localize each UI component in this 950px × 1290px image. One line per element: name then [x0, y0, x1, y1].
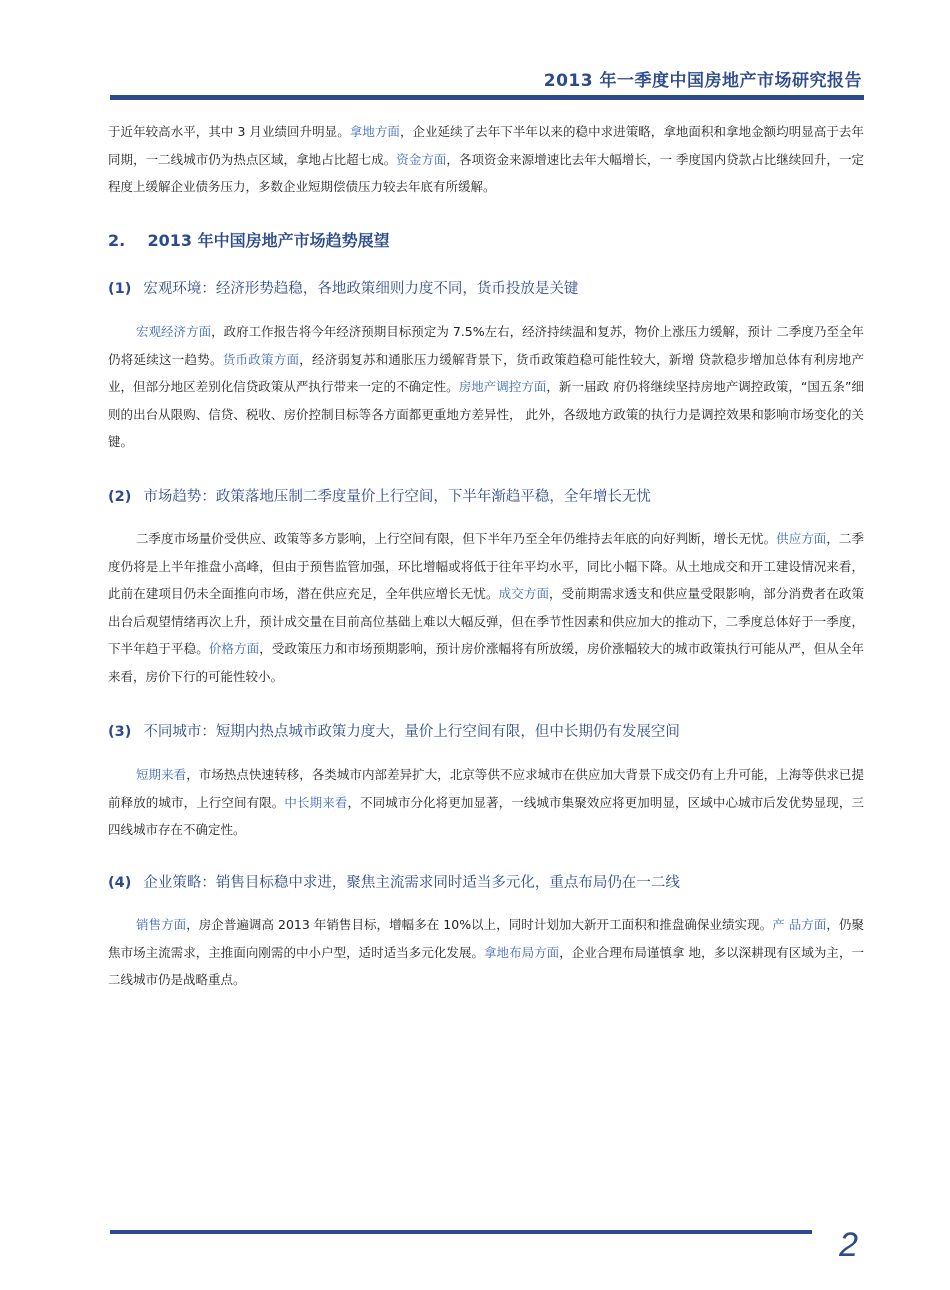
subsection-title: 市场趋势：政策落地压制二季度量价上行空间，下半年渐趋平稳，全年增长无忧	[143, 489, 651, 505]
subsection-paragraph-4	[108, 911, 864, 994]
subsection-heading-4	[108, 871, 680, 892]
subsection-paragraph-2	[108, 525, 864, 690]
highlight-term: 产 品方面	[772, 917, 827, 932]
text-run: ，新一届政 府仍将继续坚持房地产调控政策，“国五条”细则的出台从限购、信贷、税收、房价控制目标等各方面都更重地方差异性， 此外，各级地方政策的执行力是调控效果和影响市场变化的关键。	[108, 379, 864, 449]
report-header-title: 2013 年一季度中国房地产市场研究报告	[543, 71, 862, 91]
text-run: ，受政策压力和市场预期影响，预计房价涨幅将有所放缓，房价涨幅较大的城市政策执行可能从严，但从全年来看，房价下行的可能性较小。	[108, 641, 864, 684]
section-title: 2013 年中国房地产市场趋势展望	[147, 231, 390, 250]
highlight-term: 中长期来看	[284, 794, 348, 810]
subsection-paragraph-1	[108, 318, 864, 456]
text-run: ，二季度仍将是上半年推盘小高峰，但由于预售监管加强，环比增幅或将低于往年平均水平，同比小幅下降。从土地成交和开工建设情况来看，此前在建项目仍未全面推向市场，潜在供应充足，全年供应增长无忧。	[108, 531, 864, 601]
subsection-number: (3)	[108, 724, 132, 740]
page-number: 2	[839, 1226, 858, 1264]
highlight-term: 资金方面	[396, 151, 447, 167]
highlight-term: 货币政策方面	[222, 351, 300, 367]
highlight-term: 销售方面	[136, 917, 187, 932]
text-run: ，经济弱复苏和通胀压力缓解背景下，货币政策趋稳可能性较大，新增 贷款稳步增加总体有利房地产业，但部分地区差别化信贷政策从严执行带来一定的不确定性。	[108, 351, 864, 394]
section-heading	[108, 228, 390, 251]
header-rule	[110, 95, 864, 100]
text-run: ，房企普遍调高 2013 年销售目标，增幅多在 10%以上，同时计划加大新开工面积和推盘确保业绩实现。	[186, 917, 773, 932]
text-run: ，政府工作报告将今年经济预期目标预定为 7.5%左右，经济持续温和复苏，物价上涨压力缓解，预计 二季度乃至全年仍将延续这一趋势。	[108, 324, 864, 367]
subsection-title: 宏观环境：经济形势趋稳，各地政策细则力度不同，货币投放是关键	[143, 281, 579, 297]
subsection-heading-2	[108, 485, 651, 506]
subsection-paragraph-3	[108, 761, 864, 844]
text-run: ，企业合理布局谨慎拿 地，多以深耕现有区域为主，一二线城市仍是战略重点。	[108, 944, 864, 987]
subsection-heading-1	[108, 277, 578, 298]
text-run: 于近年较高水平，其中 3 月业绩回升明显。	[108, 124, 350, 139]
subsection-number: (4)	[108, 875, 132, 891]
highlight-term: 拿地方面	[349, 124, 400, 139]
text-run: ，企业延续了去年下半年以来的稳中求进策略，拿地面积和拿地金额均明显高于去年同期，一二线城市仍为热点区域，拿地占比超七成。	[108, 124, 864, 167]
subsection-title: 不同城市：短期内热点城市政策力度大，量价上行空间有限，但中长期仍有发展空间	[143, 724, 680, 740]
subsection-number: (2)	[108, 489, 132, 505]
text-run: 二季度市场量价受供应、政策等多方影响，上行空间有限，但下半年乃至全年仍维持去年底的向好判断，增长无忧。	[136, 531, 777, 546]
subsection-number: (1)	[108, 281, 132, 297]
subsection-title: 企业策略：销售目标稳中求进，聚焦主流需求同时适当多元化，重点布局仍在一二线	[143, 875, 680, 891]
text-run: ，市场热点快速转移，各类城市内部差异扩大，北京等供不应求城市在供应加大背景下成交仍有上升可能，上海等供求已提前释放的城市，上行空间有限。	[108, 767, 864, 810]
highlight-term: 拿地布局方面	[484, 944, 560, 960]
highlight-term: 供应方面	[776, 531, 827, 546]
text-run: ，不同城市分化将更加显著，一线城市集聚效应将更加明显，区域中心城市后发优势显现，三四线城市存在不确定性。	[108, 794, 864, 837]
highlight-term: 房地产调控方面	[458, 379, 547, 394]
text-run: ，受前期需求透支和供应量受限影响，部分消费者在政策出台后观望情绪再次上升，预计成交量在目前高位基础上难以大幅反弹，但在季节性因素和供应加大的推动下，二季度总体好于一季度，下半年趋于平稳。	[108, 586, 864, 656]
footer-rule	[110, 1230, 812, 1234]
subsection-heading-3	[108, 720, 680, 741]
intro-paragraph	[108, 118, 864, 201]
text-run: ，各项资金来源增速比去年大幅增长，一 季度国内贷款占比继续回升，一定程度上缓解企业债务压力，多数企业短期偿债压力较去年底有所缓解。	[108, 151, 864, 194]
highlight-term: 宏观经济方面	[136, 324, 212, 339]
highlight-term: 价格方面	[208, 641, 260, 656]
section-number: 2.	[108, 231, 126, 250]
text-run: ，仍聚焦市场主流需求，主推面向刚需的中小户型，适时适当多元化发展。	[108, 917, 864, 960]
highlight-term: 成交方面	[498, 586, 550, 601]
highlight-term: 短期来看	[136, 767, 187, 782]
